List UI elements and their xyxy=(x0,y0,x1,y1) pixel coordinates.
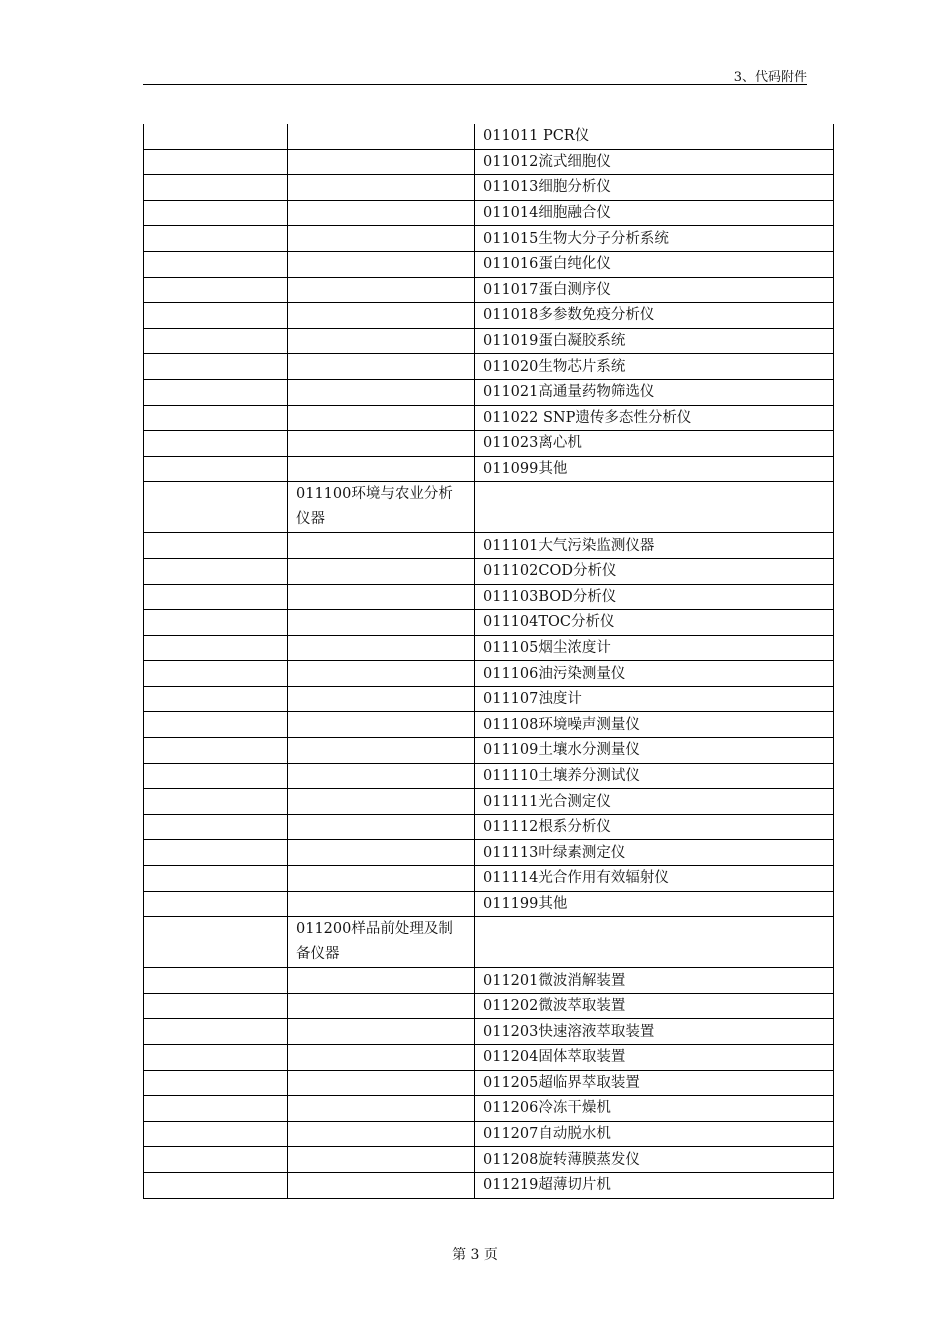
category-cell xyxy=(144,763,288,789)
category-cell xyxy=(144,533,288,559)
table-row xyxy=(144,379,834,405)
item-cell: 011207自动脱水机 xyxy=(475,1121,834,1147)
item-cell: 011202微波萃取装置 xyxy=(475,993,834,1019)
category-cell xyxy=(144,354,288,380)
subcategory-cell xyxy=(288,738,475,764)
table-row xyxy=(144,610,834,636)
item-cell: 011012流式细胞仪 xyxy=(475,149,834,175)
subcategory-cell xyxy=(288,712,475,738)
category-cell xyxy=(144,1096,288,1122)
subcategory-cell xyxy=(288,303,475,329)
subcategory-cell xyxy=(288,200,475,226)
item-cell: 011205超临界萃取装置 xyxy=(475,1070,834,1096)
category-cell xyxy=(144,124,288,149)
table-row xyxy=(144,251,834,277)
subcategory-cell xyxy=(288,558,475,584)
table-body xyxy=(144,124,834,1198)
category-cell xyxy=(144,328,288,354)
table-row xyxy=(144,175,834,201)
table-row xyxy=(144,354,834,380)
category-cell xyxy=(144,431,288,457)
page-number: 第 3 页 xyxy=(452,1247,498,1263)
category-cell xyxy=(144,226,288,252)
table-row xyxy=(144,1121,834,1147)
table-row xyxy=(144,584,834,610)
subcategory-cell xyxy=(288,226,475,252)
table-row xyxy=(144,789,834,815)
item-cell: 011208旋转薄膜蒸发仪 xyxy=(475,1147,834,1173)
category-cell xyxy=(144,686,288,712)
table-row xyxy=(144,917,834,968)
category-cell xyxy=(144,789,288,815)
item-cell: 011011 PCR仪 xyxy=(475,124,834,149)
table-row xyxy=(144,840,834,866)
category-cell xyxy=(144,1045,288,1071)
subcategory-cell xyxy=(288,814,475,840)
subcategory-cell xyxy=(288,1045,475,1071)
item-cell: 011016蛋白纯化仪 xyxy=(475,251,834,277)
category-cell xyxy=(144,738,288,764)
item-cell: 011105烟尘浓度计 xyxy=(475,635,834,661)
subcategory-cell xyxy=(288,149,475,175)
subcategory-cell xyxy=(288,1172,475,1198)
item-cell: 011102COD分析仪 xyxy=(475,558,834,584)
subcategory-cell xyxy=(288,584,475,610)
item-cell: 011104TOC分析仪 xyxy=(475,610,834,636)
item-cell: 011015生物大分子分析系统 xyxy=(475,226,834,252)
item-cell: 011203快速溶液萃取装置 xyxy=(475,1019,834,1045)
category-cell xyxy=(144,277,288,303)
table-row xyxy=(144,456,834,482)
item-cell: 011021高通量药物筛选仪 xyxy=(475,379,834,405)
subcategory-cell xyxy=(288,328,475,354)
category-cell xyxy=(144,1019,288,1045)
item-cell: 011114光合作用有效辐射仪 xyxy=(475,866,834,892)
subcategory-cell xyxy=(288,431,475,457)
item-cell: 011109土壤水分测量仪 xyxy=(475,738,834,764)
subcategory-cell xyxy=(288,1070,475,1096)
item-cell: 011219超薄切片机 xyxy=(475,1172,834,1198)
subcategory-cell xyxy=(288,1121,475,1147)
subcategory-cell xyxy=(288,1019,475,1045)
subcategory-cell xyxy=(288,789,475,815)
table-row xyxy=(144,149,834,175)
table-row xyxy=(144,1172,834,1198)
item-cell: 011107浊度计 xyxy=(475,686,834,712)
item-cell xyxy=(475,482,834,533)
category-cell xyxy=(144,968,288,994)
header-rule xyxy=(143,84,807,85)
table-row xyxy=(144,405,834,431)
table-row xyxy=(144,1096,834,1122)
table-row xyxy=(144,738,834,764)
category-cell xyxy=(144,175,288,201)
code-table xyxy=(143,124,834,1199)
subcategory-cell xyxy=(288,968,475,994)
category-cell xyxy=(144,712,288,738)
table-row xyxy=(144,277,834,303)
item-cell: 011019蛋白凝胶系统 xyxy=(475,328,834,354)
item-cell: 011204固体萃取装置 xyxy=(475,1045,834,1071)
item-cell: 011201微波消解装置 xyxy=(475,968,834,994)
category-cell xyxy=(144,200,288,226)
table-row xyxy=(144,866,834,892)
category-cell xyxy=(144,814,288,840)
table-row xyxy=(144,328,834,354)
subcategory-cell xyxy=(288,251,475,277)
category-cell xyxy=(144,993,288,1019)
category-cell xyxy=(144,891,288,917)
table-row xyxy=(144,226,834,252)
subcategory-cell xyxy=(288,124,475,149)
table-row xyxy=(144,431,834,457)
category-cell xyxy=(144,635,288,661)
item-cell: 011199其他 xyxy=(475,891,834,917)
category-cell xyxy=(144,456,288,482)
header-title: 3、代码附件 xyxy=(733,70,807,85)
category-cell xyxy=(144,1172,288,1198)
table-row xyxy=(144,482,834,533)
table-row xyxy=(144,712,834,738)
item-cell: 011013细胞分析仪 xyxy=(475,175,834,201)
subcategory-cell xyxy=(288,840,475,866)
item-cell: 011022 SNP遗传多态性分析仪 xyxy=(475,405,834,431)
item-cell: 011020生物芯片系统 xyxy=(475,354,834,380)
item-cell: 011103BOD分析仪 xyxy=(475,584,834,610)
table-row xyxy=(144,1147,834,1173)
subcategory-cell xyxy=(288,866,475,892)
table-row xyxy=(144,303,834,329)
subcategory-cell xyxy=(288,661,475,687)
item-cell: 011023离心机 xyxy=(475,431,834,457)
item-cell: 011110土壤养分测试仪 xyxy=(475,763,834,789)
subcategory-cell xyxy=(288,379,475,405)
category-cell xyxy=(144,303,288,329)
table-row xyxy=(144,891,834,917)
subcategory-cell xyxy=(288,354,475,380)
item-cell: 011111光合测定仪 xyxy=(475,789,834,815)
table-row xyxy=(144,968,834,994)
subcategory-cell xyxy=(288,175,475,201)
table-row xyxy=(144,993,834,1019)
subcategory-cell: 011100环境与农业分析仪器 xyxy=(288,482,475,533)
table-row xyxy=(144,124,834,149)
category-cell xyxy=(144,558,288,584)
table-row xyxy=(144,1019,834,1045)
category-cell xyxy=(144,1070,288,1096)
subcategory-cell xyxy=(288,277,475,303)
category-cell xyxy=(144,866,288,892)
item-cell: 011017蛋白测序仪 xyxy=(475,277,834,303)
subcategory-cell xyxy=(288,993,475,1019)
subcategory-cell xyxy=(288,610,475,636)
subcategory-cell xyxy=(288,1096,475,1122)
table-row xyxy=(144,763,834,789)
category-cell xyxy=(144,482,288,533)
table-row xyxy=(144,635,834,661)
item-cell: 011018多参数免疫分析仪 xyxy=(475,303,834,329)
table-row xyxy=(144,686,834,712)
item-cell: 011014细胞融合仪 xyxy=(475,200,834,226)
table-row xyxy=(144,1045,834,1071)
category-cell xyxy=(144,379,288,405)
item-cell xyxy=(475,917,834,968)
subcategory-cell xyxy=(288,405,475,431)
subcategory-cell xyxy=(288,686,475,712)
subcategory-cell xyxy=(288,533,475,559)
category-cell xyxy=(144,149,288,175)
item-cell: 011108环境噪声测量仪 xyxy=(475,712,834,738)
subcategory-cell xyxy=(288,635,475,661)
item-cell: 011106油污染测量仪 xyxy=(475,661,834,687)
subcategory-cell: 011200样品前处理及制备仪器 xyxy=(288,917,475,968)
subcategory-cell xyxy=(288,891,475,917)
table-row xyxy=(144,1070,834,1096)
item-cell: 011099其他 xyxy=(475,456,834,482)
category-cell xyxy=(144,1121,288,1147)
category-cell xyxy=(144,840,288,866)
table-row xyxy=(144,558,834,584)
category-cell xyxy=(144,1147,288,1173)
category-cell xyxy=(144,251,288,277)
category-cell xyxy=(144,405,288,431)
table-row xyxy=(144,661,834,687)
subcategory-cell xyxy=(288,763,475,789)
table-row xyxy=(144,814,834,840)
table-row xyxy=(144,533,834,559)
item-cell: 011206冷冻干燥机 xyxy=(475,1096,834,1122)
category-cell xyxy=(144,610,288,636)
item-cell: 011112根系分析仪 xyxy=(475,814,834,840)
category-cell xyxy=(144,661,288,687)
item-cell: 011101大气污染监测仪器 xyxy=(475,533,834,559)
category-cell xyxy=(144,584,288,610)
category-cell xyxy=(144,917,288,968)
subcategory-cell xyxy=(288,456,475,482)
subcategory-cell xyxy=(288,1147,475,1173)
item-cell: 011113叶绿素测定仪 xyxy=(475,840,834,866)
table-row xyxy=(144,200,834,226)
